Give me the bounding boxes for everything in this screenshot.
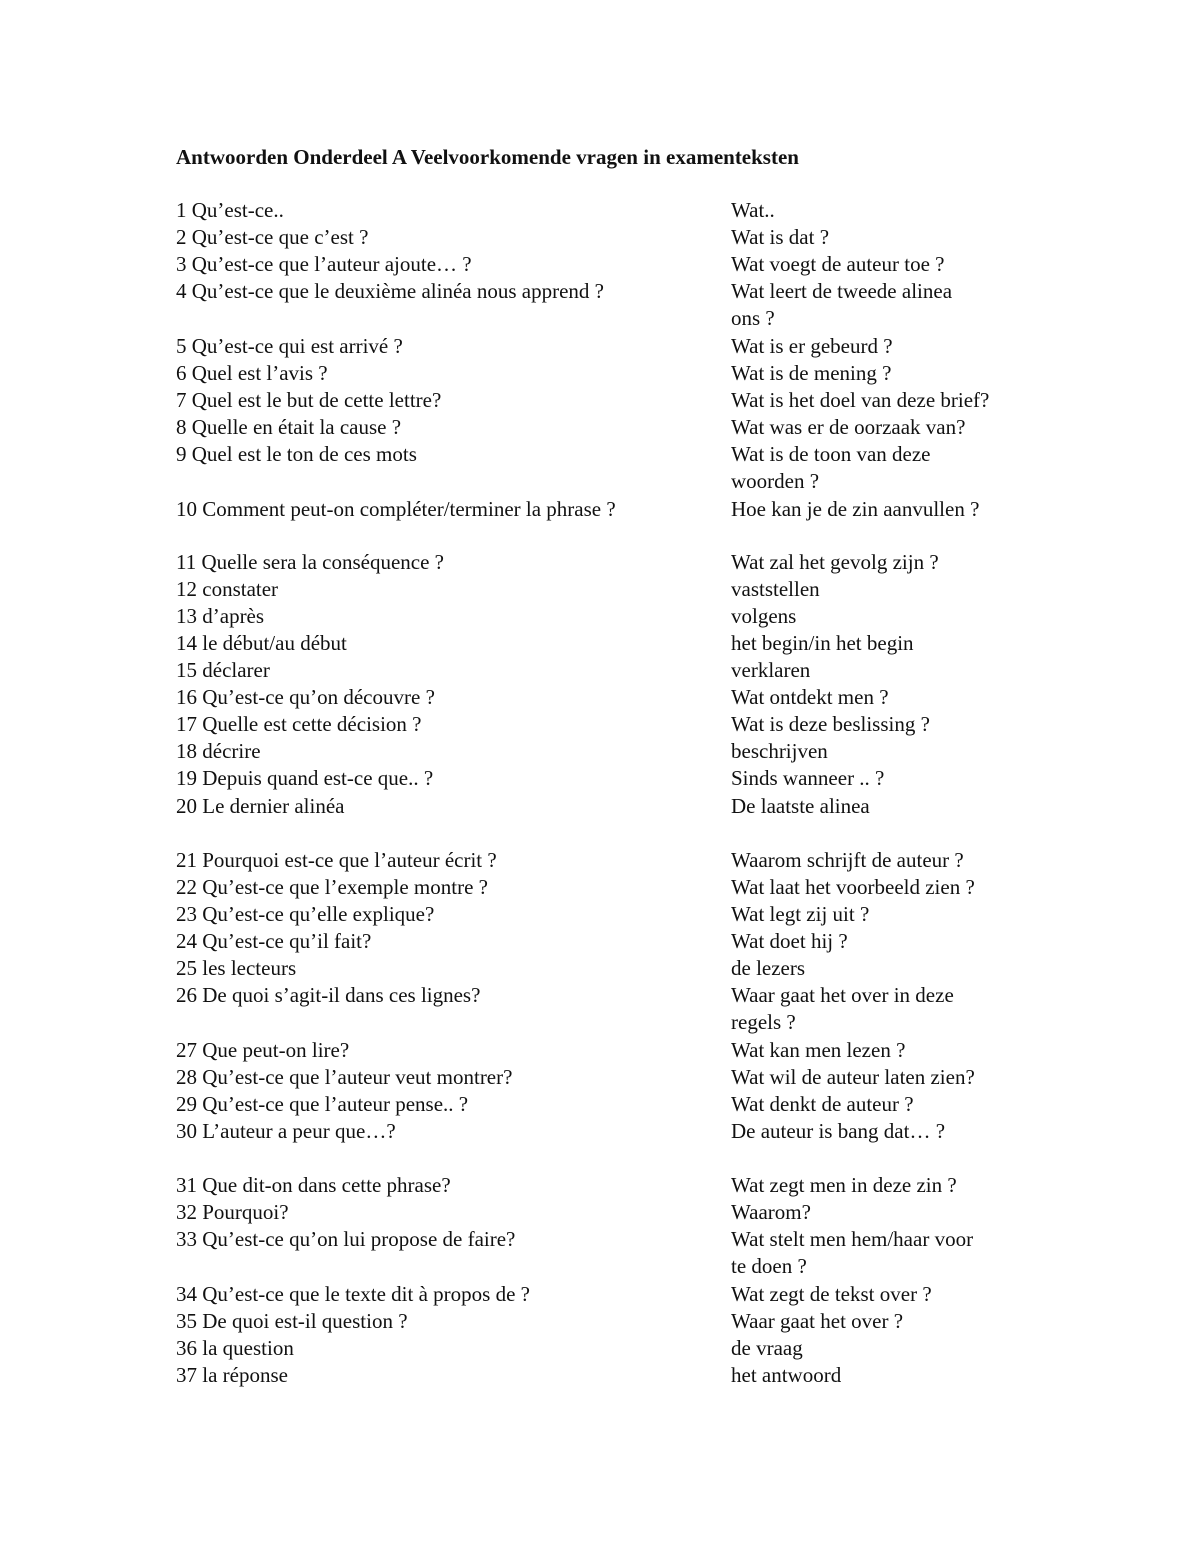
dutch-translation: [731, 278, 1031, 332]
dutch-translation: [731, 414, 1031, 441]
dutch-translation-line: Waarom schrijft de auteur ?: [731, 848, 964, 872]
dutch-translation-line: de vraag: [731, 1336, 803, 1360]
french-phrase: 27 Que peut-on lire?: [176, 1038, 350, 1062]
dutch-translation: [731, 1091, 1031, 1118]
dutch-translation-line: Wat is het doel van deze brief?: [731, 388, 990, 412]
french-phrase: 29 Qu’est-ce que l’auteur pense.. ?: [176, 1092, 469, 1116]
dutch-translation-line: vaststellen: [731, 577, 820, 601]
french-phrase: 20 Le dernier alinéa: [176, 794, 345, 818]
french-phrase: 34 Qu’est-ce que le texte dit à propos de ?: [176, 1282, 530, 1306]
dutch-translation-line: Wat zegt men in deze zin ?: [731, 1173, 957, 1197]
french-phrase: 26 De quoi s’agit-il dans ces lignes?: [176, 983, 481, 1007]
dutch-translation: [731, 1308, 1031, 1335]
dutch-translation-line: Wat zal het gevolg zijn ?: [731, 550, 939, 574]
dutch-translation-line: Wat leert de tweede alinea: [731, 279, 953, 303]
french-phrase: 21 Pourquoi est-ce que l’auteur écrit ?: [176, 848, 497, 872]
dutch-translation-line: Wat denkt de auteur ?: [731, 1092, 914, 1116]
dutch-translation: [731, 630, 1031, 657]
french-phrase: 35 De quoi est-il question ?: [176, 1309, 408, 1333]
dutch-translation-line: Wat legt zij uit ?: [731, 902, 870, 926]
dutch-translation: [731, 1037, 1031, 1064]
dutch-translation: [731, 738, 1031, 765]
french-phrase: 4 Qu’est-ce que le deuxième alinéa nous apprend ?: [176, 279, 604, 303]
dutch-translation: [731, 928, 1031, 955]
dutch-translation: [731, 657, 1031, 684]
dutch-translation: [731, 441, 1031, 495]
dutch-translation: [731, 224, 1031, 251]
dutch-translation-line: Wat stelt men hem/haar voor: [731, 1227, 974, 1251]
dutch-translation-line: woorden ?: [731, 469, 820, 493]
french-phrase: 30 L’auteur a peur que…?: [176, 1119, 396, 1143]
french-phrase: 2 Qu’est-ce que c’est ?: [176, 225, 369, 249]
dutch-translation-line: het begin/in het begin: [731, 631, 914, 655]
dutch-translation: [731, 847, 1031, 874]
dutch-translation-line: Wat kan men lezen ?: [731, 1038, 906, 1062]
dutch-translation-line: Hoe kan je de zin aanvullen ?: [731, 497, 980, 521]
dutch-translation: [731, 874, 1031, 901]
dutch-translation-line: Waar gaat het over in deze: [731, 983, 954, 1007]
dutch-translation: [731, 496, 1031, 523]
document-title: Antwoorden Onderdeel A Veelvoorkomende vragen in examenteksten: [176, 145, 799, 169]
dutch-translation: [731, 1199, 1031, 1226]
french-phrase: 17 Quelle est cette décision ?: [176, 712, 422, 736]
french-phrase: 22 Qu’est-ce que l’exemple montre ?: [176, 875, 488, 899]
dutch-translation-line: ons ?: [731, 306, 775, 330]
dutch-translation-line: Waarom?: [731, 1200, 811, 1224]
french-phrase: 24 Qu’est-ce qu’il fait?: [176, 929, 372, 953]
dutch-translation: [731, 360, 1031, 387]
dutch-translation-line: te doen ?: [731, 1254, 807, 1278]
french-phrase: 3 Qu’est-ce que l’auteur ajoute… ?: [176, 252, 472, 276]
french-phrase: 7 Quel est le but de cette lettre?: [176, 388, 442, 412]
french-phrase: 14 le début/au début: [176, 631, 347, 655]
dutch-translation-line: Wat is dat ?: [731, 225, 830, 249]
french-phrase: 15 déclarer: [176, 658, 270, 682]
french-phrase: 18 décrire: [176, 739, 261, 763]
french-phrase: 31 Que dit-on dans cette phrase?: [176, 1173, 451, 1197]
dutch-translation: [731, 955, 1031, 982]
dutch-translation-line: Sinds wanneer .. ?: [731, 766, 885, 790]
dutch-translation-line: Wat was er de oorzaak van?: [731, 415, 966, 439]
dutch-translation: [731, 387, 1031, 414]
dutch-translation: [731, 765, 1031, 792]
dutch-translation: [731, 1118, 1031, 1145]
french-phrase: 1 Qu’est-ce..: [176, 198, 284, 222]
dutch-translation-line: Waar gaat het over ?: [731, 1309, 904, 1333]
dutch-translation: [731, 549, 1031, 576]
french-phrase: 8 Quelle en était la cause ?: [176, 415, 402, 439]
french-phrase: 13 d’après: [176, 604, 265, 628]
french-phrase: 33 Qu’est-ce qu’on lui propose de faire?: [176, 1227, 516, 1251]
dutch-translation: [731, 793, 1031, 820]
dutch-translation: [731, 333, 1031, 360]
french-phrase: 16 Qu’est-ce qu’on découvre ?: [176, 685, 435, 709]
french-phrase: 37 la réponse: [176, 1363, 288, 1387]
dutch-translation-line: Wat ontdekt men ?: [731, 685, 889, 709]
dutch-translation: [731, 1172, 1031, 1199]
dutch-translation-line: Wat voegt de auteur toe ?: [731, 252, 945, 276]
french-phrase: 23 Qu’est-ce qu’elle explique?: [176, 902, 435, 926]
dutch-translation: [731, 711, 1031, 738]
french-phrase: 6 Quel est l’avis ?: [176, 361, 328, 385]
dutch-translation: [731, 684, 1031, 711]
dutch-translation-line: De laatste alinea: [731, 794, 870, 818]
french-phrase: 36 la question: [176, 1336, 294, 1360]
dutch-translation: [731, 603, 1031, 630]
dutch-translation: [731, 251, 1031, 278]
dutch-translation-line: Wat zegt de tekst over ?: [731, 1282, 932, 1306]
french-phrase: 12 constater: [176, 577, 279, 601]
dutch-translation-line: Wat wil de auteur laten zien?: [731, 1065, 975, 1089]
dutch-translation-line: de lezers: [731, 956, 806, 980]
french-phrase: 32 Pourquoi?: [176, 1200, 289, 1224]
french-phrase: 10 Comment peut-on compléter/terminer la phrase ?: [176, 497, 616, 521]
dutch-translation-line: het antwoord: [731, 1363, 842, 1387]
dutch-translation: [731, 901, 1031, 928]
dutch-translation-line: beschrijven: [731, 739, 828, 763]
dutch-translation-line: Wat is de mening ?: [731, 361, 892, 385]
dutch-translation-line: Wat is deze beslissing ?: [731, 712, 930, 736]
dutch-translation-line: Wat is de toon van deze: [731, 442, 931, 466]
dutch-translation: [731, 1362, 1031, 1389]
french-phrase: 19 Depuis quand est-ce que.. ?: [176, 766, 434, 790]
dutch-translation-line: De auteur is bang dat… ?: [731, 1119, 946, 1143]
dutch-translation: [731, 1064, 1031, 1091]
dutch-translation: [731, 1335, 1031, 1362]
dutch-translation-line: Wat..: [731, 198, 775, 222]
french-phrase: 28 Qu’est-ce que l’auteur veut montrer?: [176, 1065, 513, 1089]
dutch-translation: [731, 197, 1031, 224]
dutch-translation: [731, 1281, 1031, 1308]
french-phrase: 5 Qu’est-ce qui est arrivé ?: [176, 334, 403, 358]
dutch-translation-line: Wat is er gebeurd ?: [731, 334, 893, 358]
dutch-translation: [731, 576, 1031, 603]
dutch-translation: [731, 982, 1031, 1036]
dutch-translation: [731, 1226, 1031, 1280]
dutch-translation-line: verklaren: [731, 658, 811, 682]
dutch-translation-line: Wat laat het voorbeeld zien ?: [731, 875, 975, 899]
french-phrase: 11 Quelle sera la conséquence ?: [176, 550, 445, 574]
dutch-translation-line: regels ?: [731, 1010, 796, 1034]
french-phrase: 9 Quel est le ton de ces mots: [176, 442, 417, 466]
dutch-translation-line: volgens: [731, 604, 797, 628]
french-phrase: 25 les lecteurs: [176, 956, 297, 980]
dutch-translation-line: Wat doet hij ?: [731, 929, 848, 953]
